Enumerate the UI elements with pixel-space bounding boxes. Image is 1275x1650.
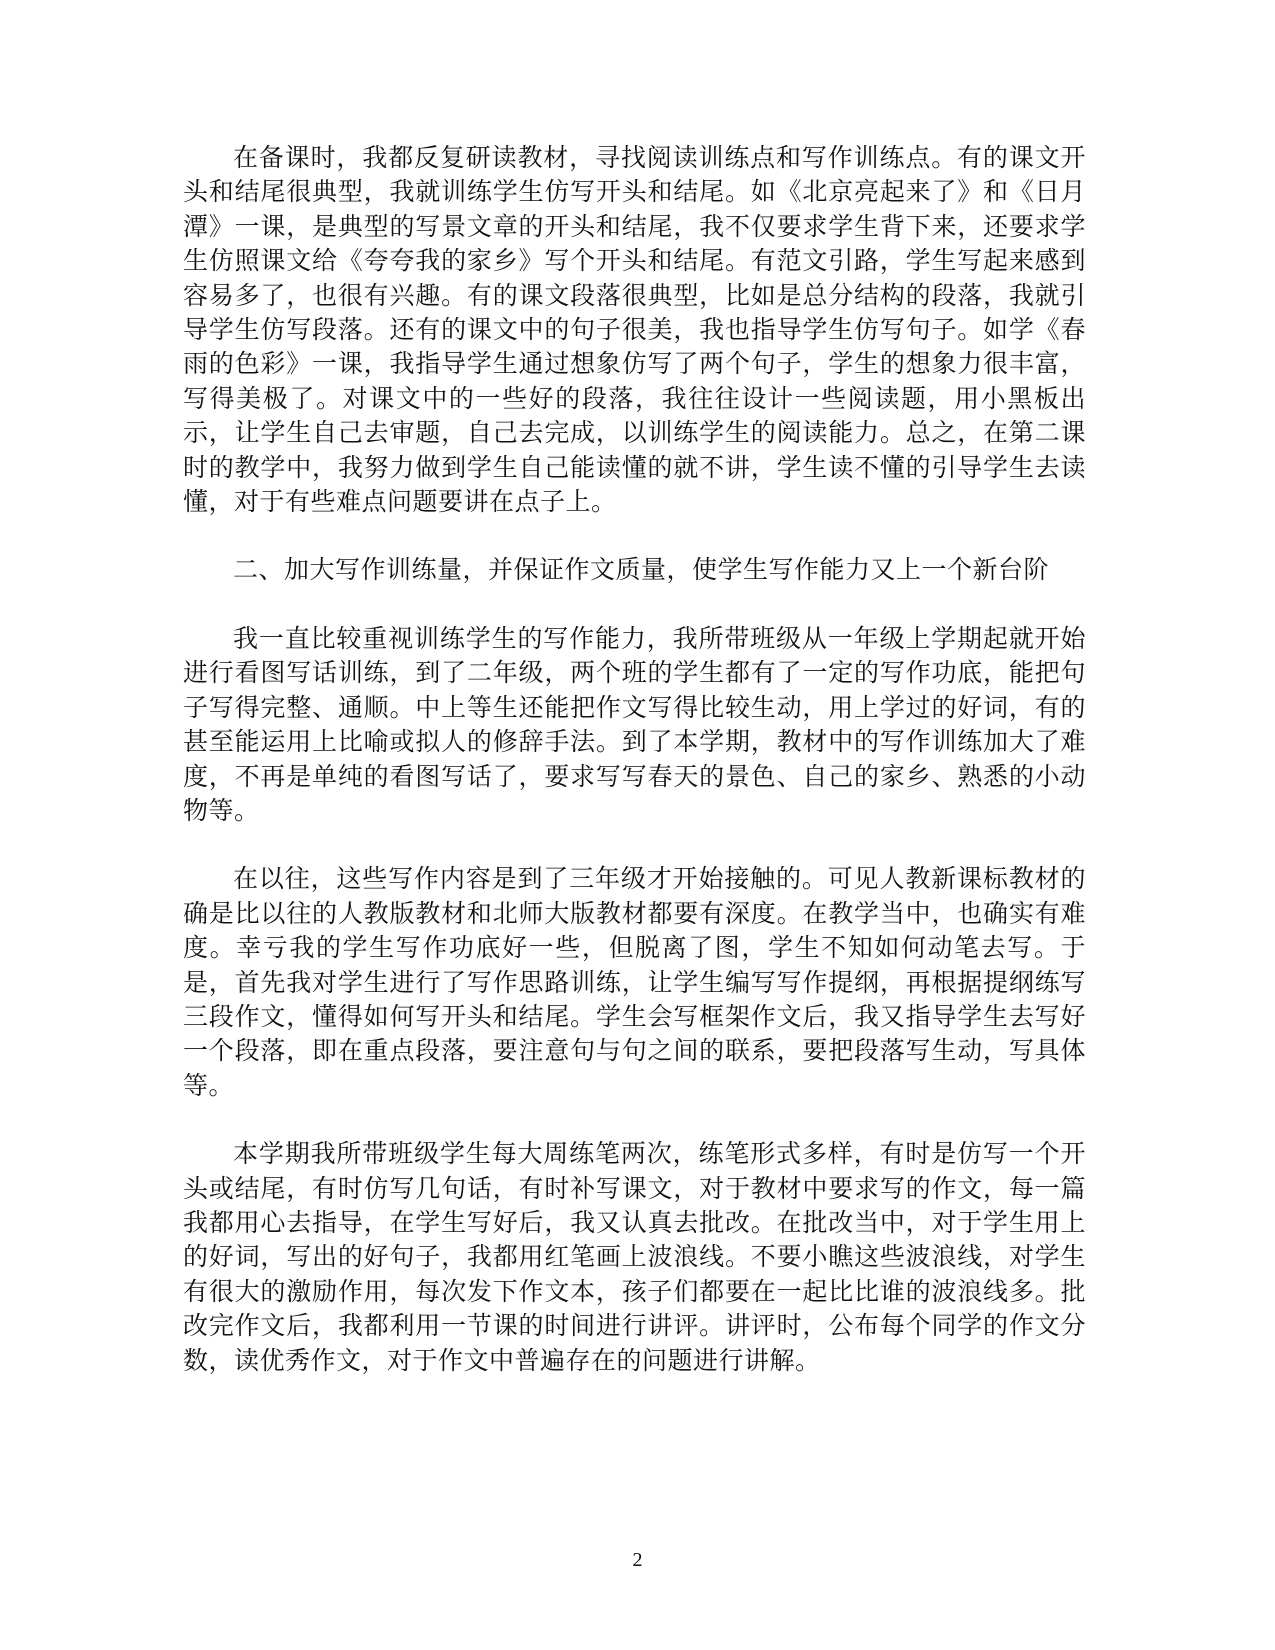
page-number: 2 [632,1549,643,1571]
paragraph-lesson-preparation: 在备课时，我都反复研读教材，寻找阅读训练点和写作训练点。有的课文开头和结尾很典型，我就训练学生仿写开头和结尾。如《北京亮起来了》和《日月潭》一课，是典型的写景文章的开头和结尾，我不仅要求学生背下来，还要求学生仿照课文给《夸夸我的家乡》写个开头和结尾。有范文引路，学生写起来感到容易多了，也很有兴趣。有的课文段落很典型，比如是总分结构的段落，我就引导学生仿写段落。还有的课文中的句子很美，我也指导学生仿写句子。如学《春雨的色彩》一课，我指导学生通过想象仿写了两个句子，学生的想象力很丰富，写得美极了。对课文中的一些好的段落，我往往设计一些阅读题，用小黑板出示，让学生自己去审题，自己去完成，以训练学生的阅读能力。总之，在第二课时的教学中，我努力做到学生自己能读懂的就不讲，学生读不懂的引导学生去读懂，对于有些难点问题要讲在点子上。 [183,143,1086,517]
paragraph-writing-ability: 我一直比较重视训练学生的写作能力，我所带班级从一年级上学期起就开始进行看图写话训练，到了二年级，两个班的学生都有了一定的写作功底，能把句子写得完整、通顺。中上等生还能把作文写得比较生动，用上学过的好词，有的甚至能运用上比喻或拟人的修辞手法。到了本学期，教材中的写作训练加大了难度，不再是单纯的看图写话了，要求写写春天的景色、自己的家乡、熟悉的小动物等。 [183,623,1086,825]
section-heading-writing-training: 二、加大写作训练量，并保证作文质量，使学生写作能力又上一个新台阶 [233,555,1050,585]
paragraph-practice-and-correction: 本学期我所带班级学生每大周练笔两次，练笔形式多样，有时是仿写一个开头或结尾，有时仿写几句话，有时补写课文，对于教材中要求写的作文，每一篇我都用心去指导，在学生写好后，我又认真去批改。在批改当中，对于学生用上的好词，写出的好句子，我都用红笔画上波浪线。不要小瞧这些波浪线，对学生有很大的激励作用，每次发下作文本，孩子们都要在一起比比谁的波浪线多。批改完作文后，我都利用一节课的时间进行讲评。讲评时，公布每个同学的作文分数，读优秀作文，对于作文中普遍存在的问题进行讲解。 [183,1139,1086,1375]
document-body [183,141,1086,1378]
paragraph-writing-content: 在以往，这些写作内容是到了三年级才开始接触的。可见人教新课标教材的确是比以往的人教版教材和北师大版教材都要有深度。在教学当中，也确实有难度。幸亏我的学生写作功底好一些，但脱离了图，学生不知如何动笔去写。于是，首先我对学生进行了写作思路训练，让学生编写写作提纲，再根据提纲练写三段作文，懂得如何写开头和结尾。学生会写框架作文后，我又指导学生去写好一个段落，即在重点段落，要注意句与句之间的联系，要把段落写生动，写具体等。 [183,864,1086,1100]
